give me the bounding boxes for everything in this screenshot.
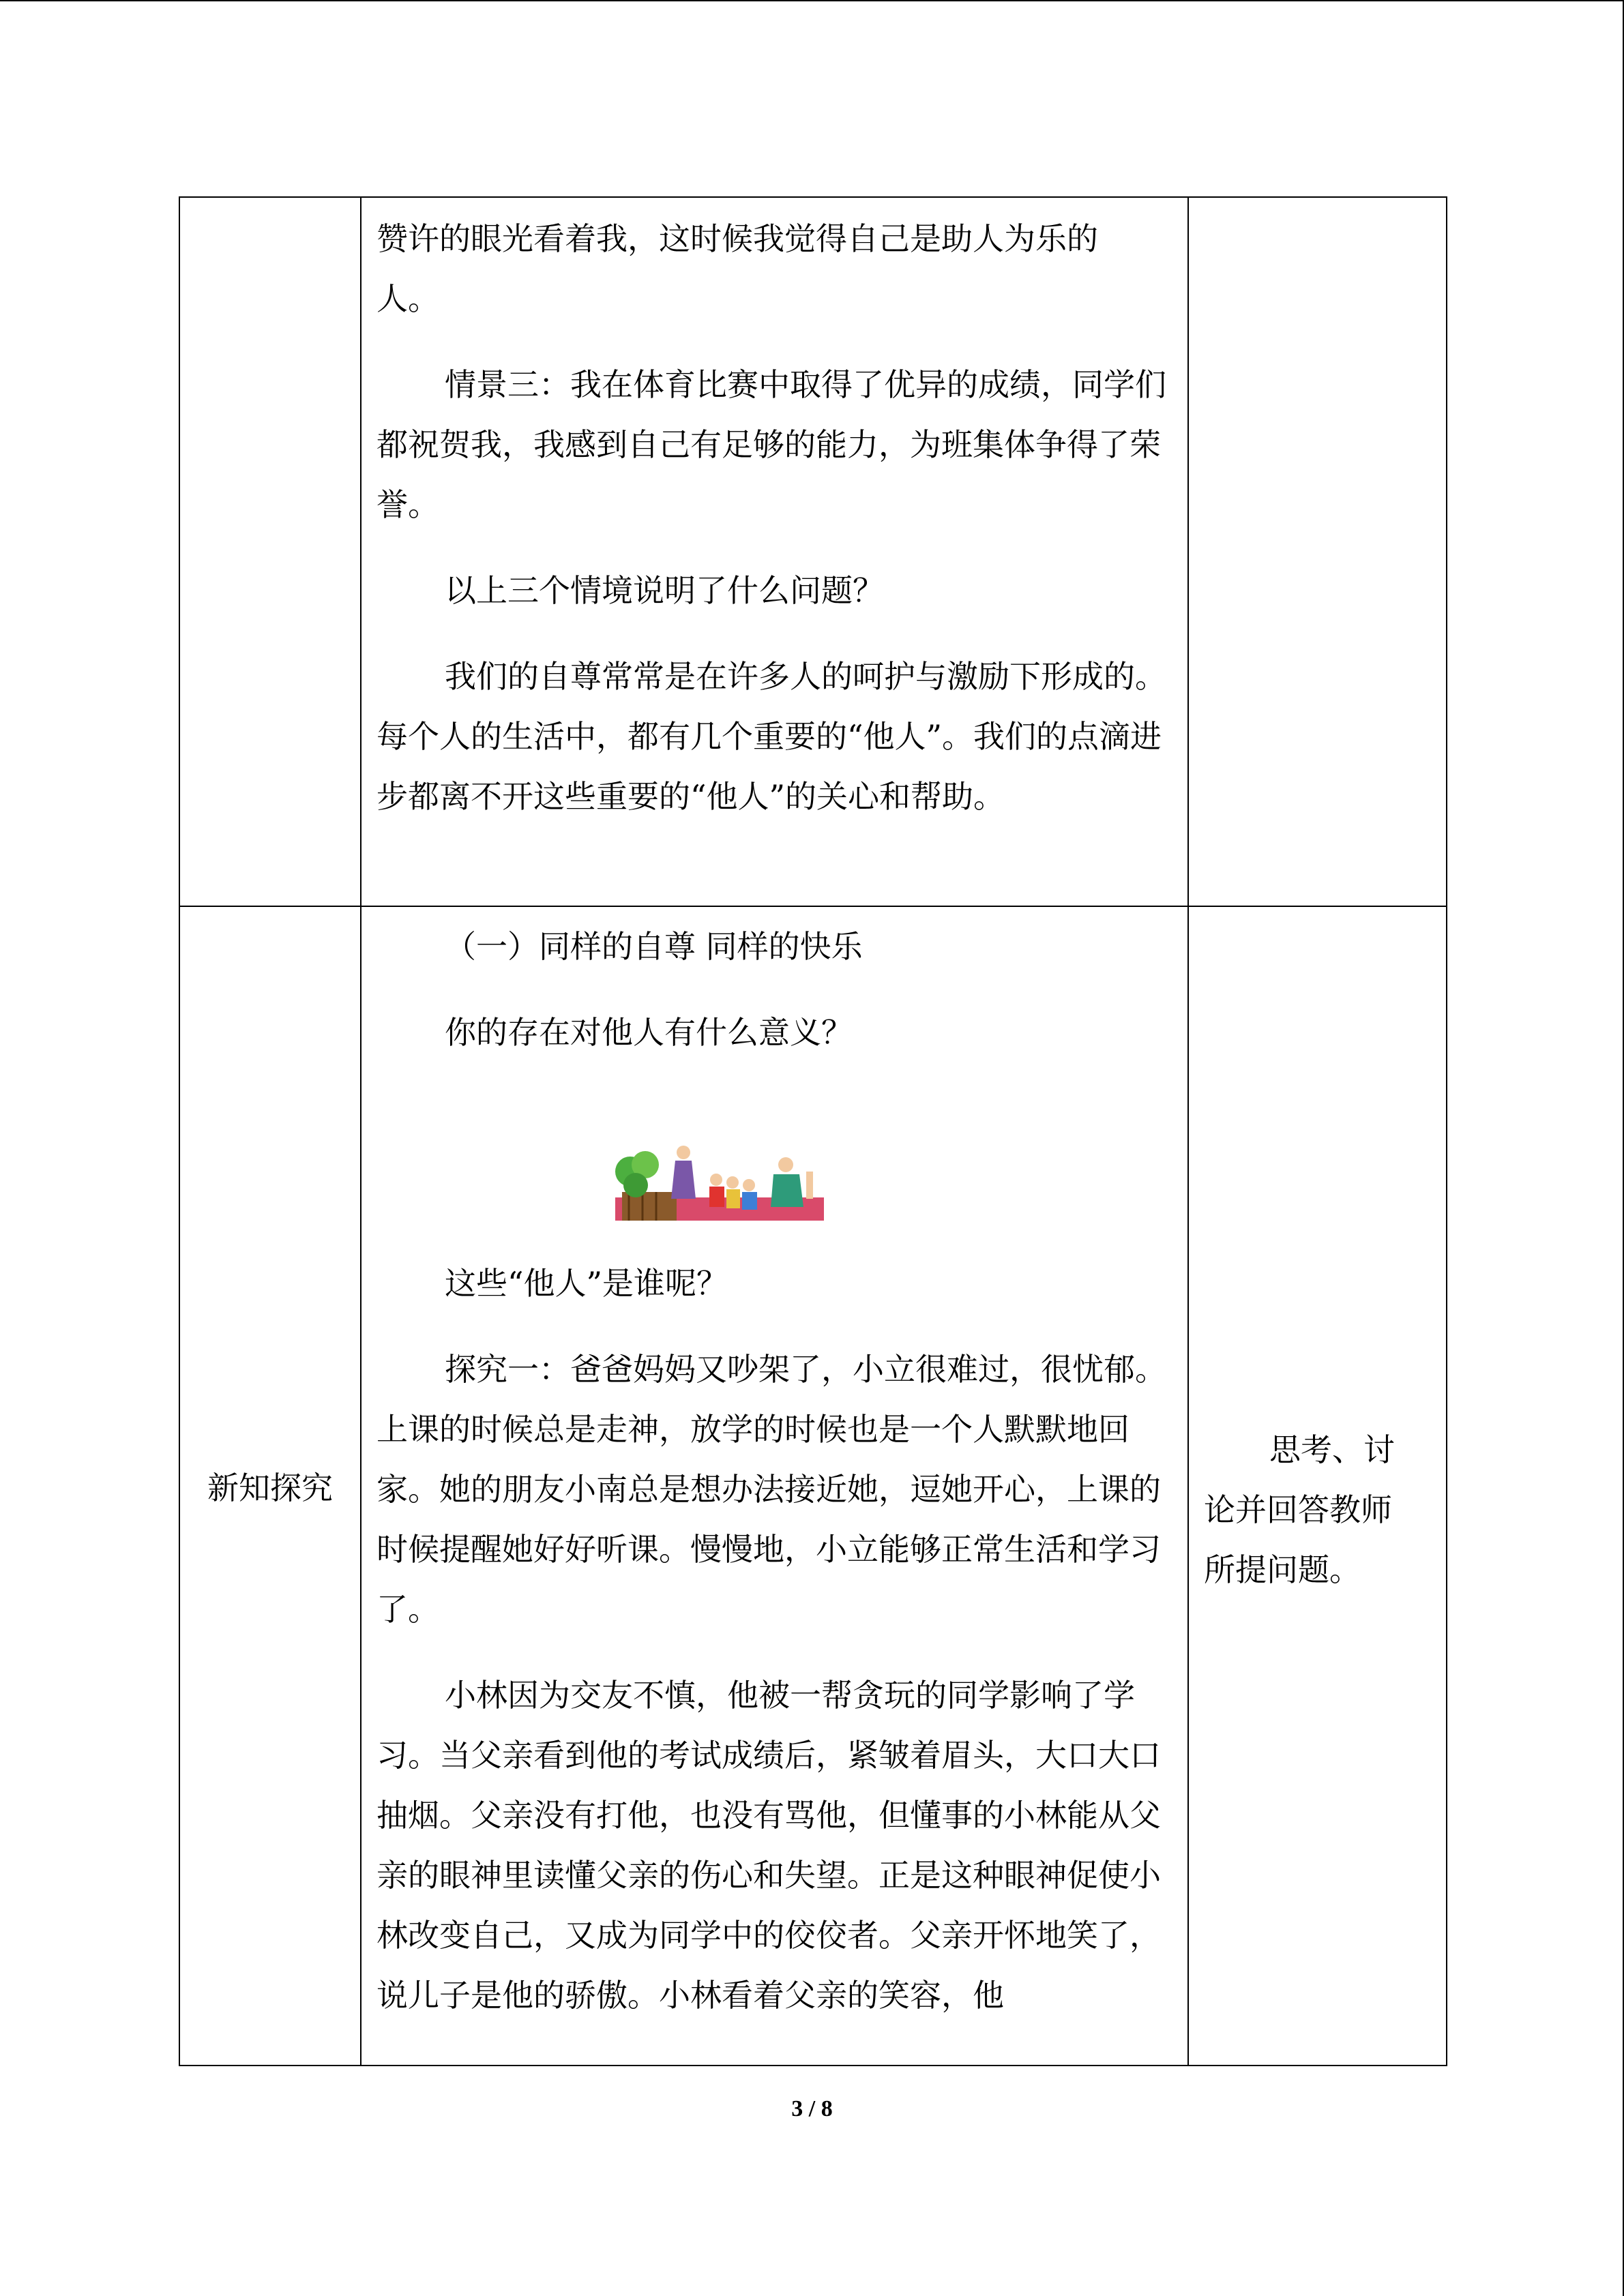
content-cell <box>361 906 1188 2066</box>
row-label-cell <box>179 197 361 906</box>
table-row <box>179 906 1447 2066</box>
activity-cell <box>1188 197 1447 906</box>
paragraph: 以上三个情境说明了什么问题？ <box>445 572 884 609</box>
paragraph: 我们的自尊常常是在许多人的呵护与激励下形成的。每个人的生活中，都有几个重要的“他人”。我们的点滴进步都离不开这些重要的“他人”的关心和帮助。 <box>377 658 1166 815</box>
activity-line: 所提问题。 <box>1204 1551 1361 1588</box>
paragraph: 情景三：我在体育比赛中取得了优异的成绩，同学们都祝贺我，我感到自己有足够的能力，为班集体争得了荣誉。 <box>377 366 1166 523</box>
paragraph: 赞许的眼光看着我，这时候我觉得自己是助人为乐的人。 <box>377 220 1098 317</box>
paragraph: 小林因为交友不慎，他被一帮贪玩的同学影响了学习。当父亲看到他的考试成绩后，紧皱着眉头，大口大口抽烟。父亲没有打他，也没有骂他，但懂事的小林能从父亲的眼神里读懂父亲的伤心和失望。正是这种眼神促使小林改变自己，又成为同学中的佼佼者。父亲开怀地笑了，说儿子是他的骄傲。小林看着父亲的笑容，他 <box>377 1677 1161 2014</box>
activity-line: 思考、讨 <box>1269 1431 1395 1468</box>
section-label: 新知探究 <box>207 1470 333 1506</box>
page-border-top <box>0 0 1624 1</box>
section-heading: （一）同样的自尊 同样的快乐 <box>445 928 863 965</box>
family-illustration-icon <box>615 1144 824 1221</box>
paragraph: 探究一：爸爸妈妈又吵架了，小立很难过，很忧郁。上课的时候总是走神，放学的时候也是一个人默默地回家。她的朋友小南总是想办法接近她，逗她开心，上课的时候提醒她好好听课。慢慢地，小立能够正常生活和学习了。 <box>377 1351 1166 1628</box>
content-cell <box>361 197 1188 906</box>
lesson-plan-table <box>179 196 1447 2066</box>
page-number: 3 / 8 <box>791 2096 833 2121</box>
row-label-cell <box>179 906 361 2066</box>
student-activity <box>1204 1420 1431 1600</box>
paragraph: 这些“他人”是谁呢？ <box>445 1265 728 1302</box>
activity-line: 论并回答教师 <box>1204 1491 1392 1528</box>
table-row <box>179 197 1447 906</box>
activity-cell <box>1188 906 1447 2066</box>
question: 你的存在对他人有什么意义？ <box>445 1014 853 1051</box>
